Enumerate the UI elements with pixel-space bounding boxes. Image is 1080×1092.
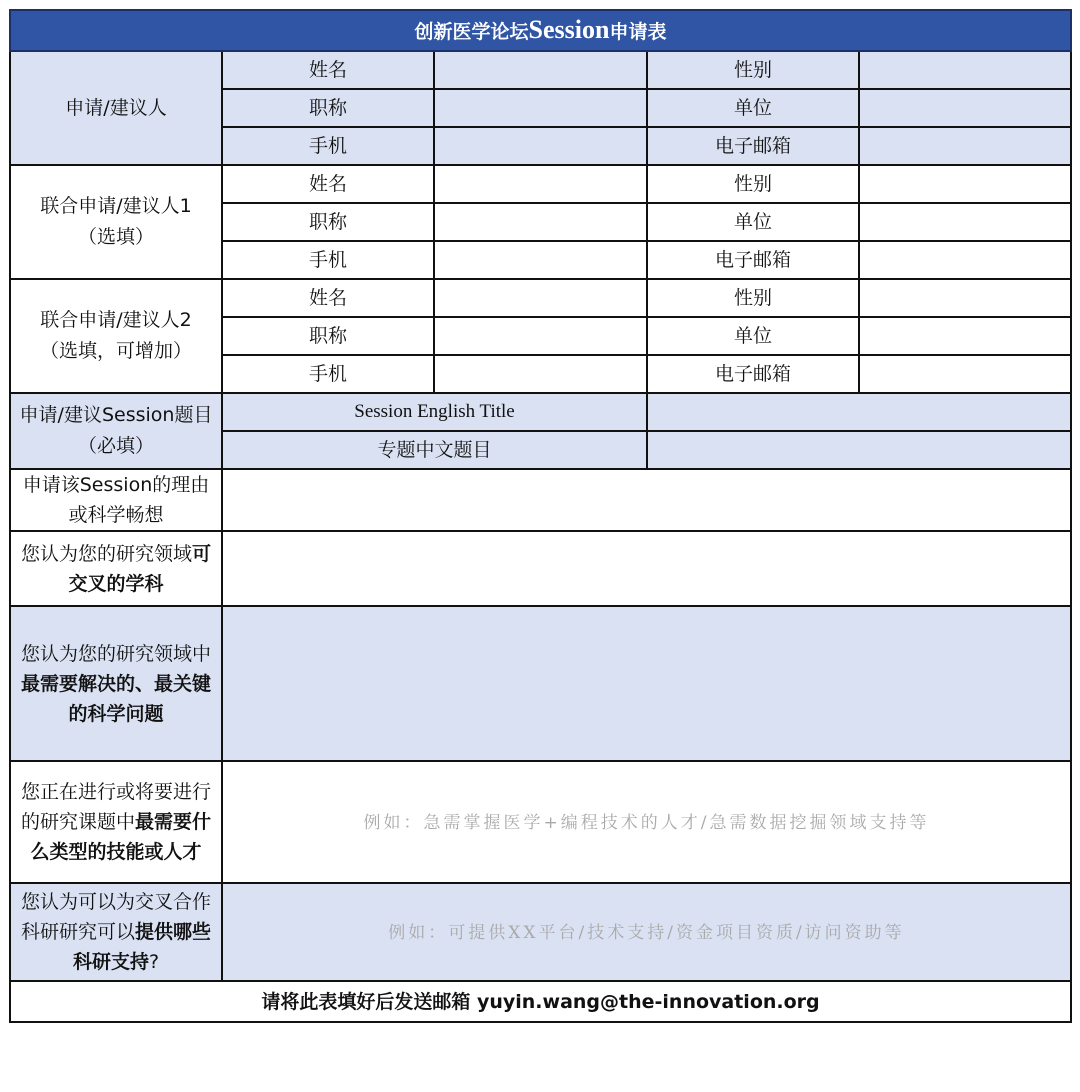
field-label-title: 职称 [222, 317, 434, 355]
session-english-title-label: Session English Title [222, 393, 647, 431]
field-label-email: 电子邮箱 [647, 127, 859, 165]
co-applicant-2-group-label: 联合申请/建议人2 （选填，可增加） [10, 279, 222, 393]
title-prefix: 创新医学论坛 [414, 20, 529, 43]
applicant-group-label: 申请/建议人 [10, 51, 222, 165]
co-applicant-2-name-input[interactable] [434, 279, 647, 317]
field-label-gender: 性别 [647, 279, 859, 317]
applicant-gender-input[interactable] [859, 51, 1071, 89]
co-applicant-1-email-input[interactable] [859, 241, 1071, 279]
field-label-email: 电子邮箱 [647, 355, 859, 393]
field-label-affiliation: 单位 [647, 203, 859, 241]
session-chinese-title-input[interactable] [647, 431, 1071, 469]
applicant-name-input[interactable] [434, 51, 647, 89]
co-applicant-2-affiliation-input[interactable] [859, 317, 1071, 355]
field-label-phone: 手机 [222, 355, 434, 393]
support-label: 您认为可以为交叉合作科研研究可以提供哪些科研支持? [10, 883, 222, 981]
co-applicant-2-title-input[interactable] [434, 317, 647, 355]
skills-label: 您正在进行或将要进行的研究课题中最需要什么类型的技能或人才 [10, 761, 222, 883]
submission-instructions: 请将此表填好后发送邮箱 yuyin.wang@the-innovation.org [10, 981, 1071, 1022]
submission-email-link[interactable]: yuyin.wang@the-innovation.org [476, 990, 820, 1013]
co-applicant-2-gender-input[interactable] [859, 279, 1071, 317]
field-label-phone: 手机 [222, 127, 434, 165]
field-label-name: 姓名 [222, 279, 434, 317]
field-label-title: 职称 [222, 203, 434, 241]
field-label-affiliation: 单位 [647, 317, 859, 355]
key-problem-label: 您认为您的研究领域中最需要解决的、最关键的科学问题 [10, 606, 222, 761]
reason-input[interactable] [222, 469, 1071, 531]
co-applicant-2-phone-input[interactable] [434, 355, 647, 393]
cross-discipline-label: 您认为您的研究领域可交叉的学科 [10, 531, 222, 606]
form-title [10, 10, 1071, 51]
skills-input[interactable] [222, 761, 1071, 883]
field-label-affiliation: 单位 [647, 89, 859, 127]
co-applicant-1-phone-input[interactable] [434, 241, 647, 279]
title-english: Session [528, 14, 610, 44]
support-hint: 例如：可提供XX平台/技术支持/资金项目资质/访问资助等 [388, 922, 905, 943]
co-applicant-1-gender-input[interactable] [859, 165, 1071, 203]
field-label-title: 职称 [222, 89, 434, 127]
skills-hint: 例如：急需掌握医学+编程技术的人才/急需数据挖掘领域支持等 [363, 812, 930, 833]
session-english-title-input[interactable] [647, 393, 1071, 431]
co-applicant-1-title-input[interactable] [434, 203, 647, 241]
cross-discipline-input[interactable] [222, 531, 1071, 606]
field-label-phone: 手机 [222, 241, 434, 279]
applicant-affiliation-input[interactable] [859, 89, 1071, 127]
applicant-title-input[interactable] [434, 89, 647, 127]
applicant-phone-input[interactable] [434, 127, 647, 165]
applicant-email-input[interactable] [859, 127, 1071, 165]
co-applicant-1-name-input[interactable] [434, 165, 647, 203]
field-label-gender: 性别 [647, 51, 859, 89]
co-applicant-1-group-label: 联合申请/建议人1 （选填） [10, 165, 222, 279]
field-label-gender: 性别 [647, 165, 859, 203]
co-applicant-1-affiliation-input[interactable] [859, 203, 1071, 241]
reason-label: 申请该Session的理由 或科学畅想 [10, 469, 222, 531]
field-label-email: 电子邮箱 [647, 241, 859, 279]
session-title-label: 申请/建议Session题目 （必填） [10, 393, 222, 469]
session-application-form [9, 9, 1072, 1023]
field-label-name: 姓名 [222, 51, 434, 89]
support-input[interactable] [222, 883, 1071, 981]
co-applicant-2-email-input[interactable] [859, 355, 1071, 393]
session-chinese-title-label: 专题中文题目 [222, 431, 647, 469]
key-problem-input[interactable] [222, 606, 1071, 761]
title-suffix: 申请表 [609, 20, 667, 43]
field-label-name: 姓名 [222, 165, 434, 203]
